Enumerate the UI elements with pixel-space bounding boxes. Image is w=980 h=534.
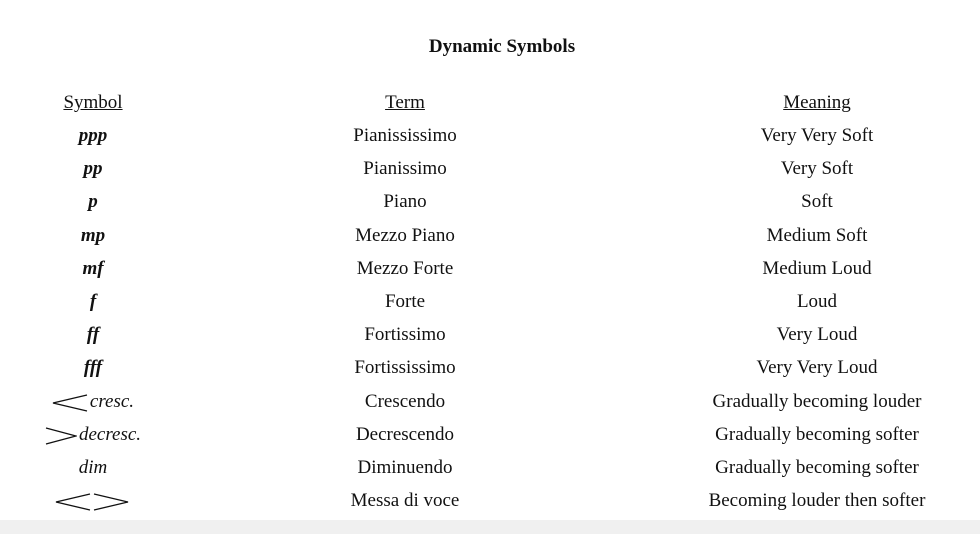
symbol-cell [13, 486, 173, 516]
meaning-cell: Gradually becoming softer [715, 457, 919, 478]
meaning-cell: Soft [801, 191, 833, 212]
dynamic-symbol: p [88, 191, 98, 212]
dynamic-symbol: mp [80, 225, 106, 246]
dynamic-symbol: cresc. [89, 391, 135, 412]
term-cell: Mezzo Forte [356, 258, 454, 279]
dynamic-symbol: dim [78, 457, 108, 478]
term-cell: Crescendo [364, 391, 446, 412]
meaning-cell: Loud [796, 291, 838, 312]
dynamic-symbol: mf [82, 258, 104, 279]
header-symbol: Symbol [63, 92, 123, 113]
meaning-cell: Medium Soft [766, 225, 868, 246]
table-row [0, 486, 980, 516]
table-row [0, 121, 980, 151]
table-row [0, 287, 980, 317]
symbol-cell [13, 187, 173, 217]
symbol-cell [13, 420, 173, 450]
term-cell: Pianissimo [363, 158, 447, 179]
symbol-cell [13, 353, 173, 383]
term-cell: Messa di voce [350, 490, 460, 511]
table-row [0, 187, 980, 217]
table-row [0, 420, 980, 450]
meaning-cell: Very Very Loud [756, 357, 878, 378]
dynamic-symbol: pp [83, 158, 103, 179]
bottom-border [0, 520, 980, 534]
meaning-cell: Becoming louder then softer [708, 490, 926, 511]
messa-di-voce-hairpin-icon [54, 492, 130, 512]
page-title: Dynamic Symbols [428, 36, 576, 57]
dynamic-symbol: ff [86, 324, 100, 345]
symbol-cell [13, 320, 173, 350]
term-cell: Fortississimo [354, 357, 456, 378]
symbol-cell [13, 154, 173, 184]
symbol-cell [13, 287, 173, 317]
symbol-cell [13, 453, 173, 483]
meaning-cell: Gradually becoming louder [712, 391, 922, 412]
table-row [0, 453, 980, 483]
term-cell: Decrescendo [355, 424, 455, 445]
table-row [0, 353, 980, 383]
symbol-cell [13, 387, 173, 417]
symbol-cell [13, 254, 173, 284]
header-term: Term [385, 92, 425, 113]
term-cell: Fortissimo [364, 324, 446, 345]
term-cell: Pianississimo [353, 125, 457, 146]
term-cell: Forte [384, 291, 426, 312]
table-header-row [0, 88, 980, 118]
table-row [0, 320, 980, 350]
term-cell: Diminuendo [357, 457, 453, 478]
header-meaning: Meaning [783, 92, 851, 113]
meaning-cell: Gradually becoming softer [715, 424, 919, 445]
meaning-cell: Very Very Soft [760, 125, 874, 146]
meaning-cell: Very Soft [780, 158, 854, 179]
crescendo-hairpin-icon [52, 393, 88, 413]
table-row [0, 254, 980, 284]
table-row [0, 154, 980, 184]
meaning-cell: Medium Loud [762, 258, 872, 279]
table-row [0, 387, 980, 417]
table-row [0, 221, 980, 251]
symbol-cell [13, 221, 173, 251]
dynamic-symbol: ppp [78, 125, 108, 146]
dynamic-symbol: fff [83, 357, 103, 378]
term-cell: Piano [383, 191, 427, 212]
dynamic-symbol: decresc. [78, 424, 142, 445]
decrescendo-hairpin-icon [45, 426, 77, 446]
symbol-cell [13, 121, 173, 151]
meaning-cell: Very Loud [776, 324, 858, 345]
term-cell: Mezzo Piano [355, 225, 455, 246]
dynamic-symbol: f [89, 291, 97, 312]
